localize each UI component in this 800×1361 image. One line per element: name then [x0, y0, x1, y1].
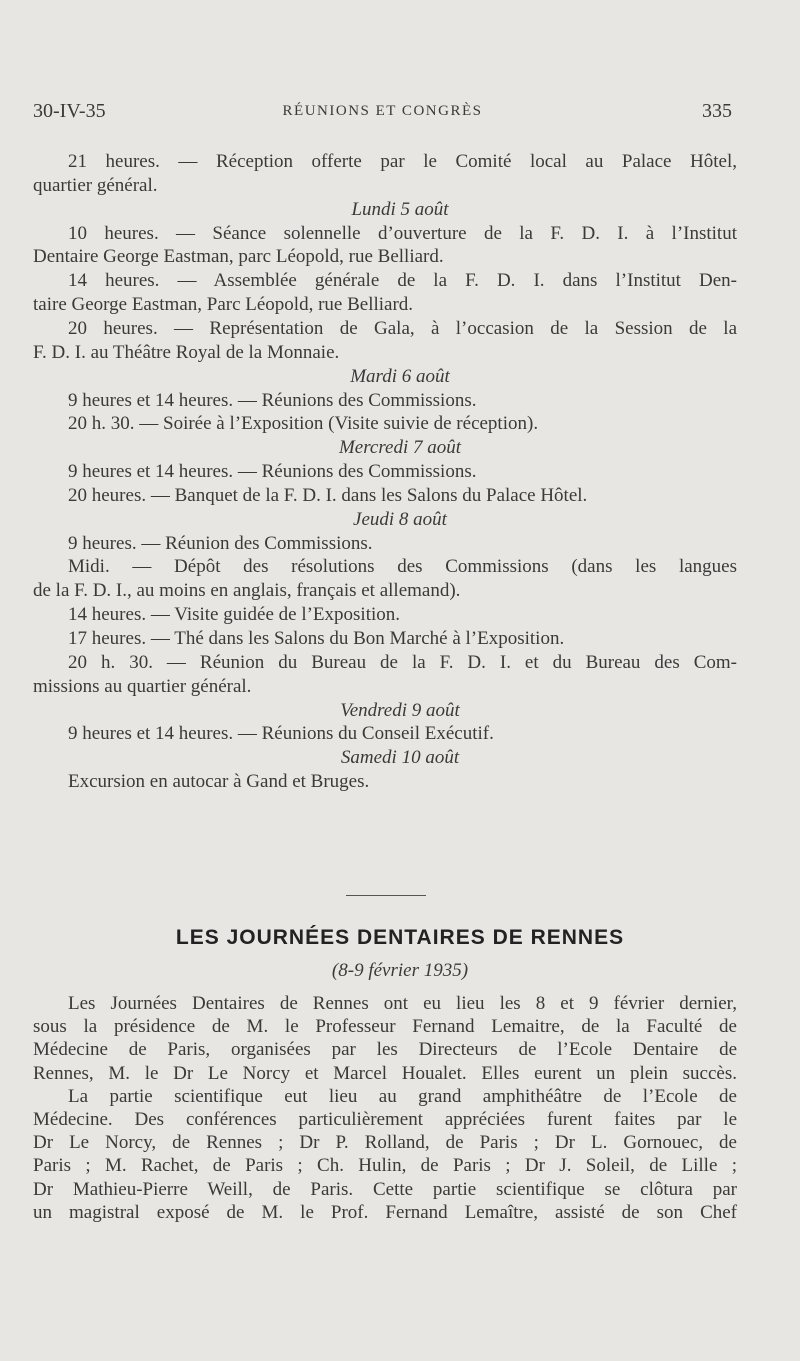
day-heading: Mercredi 7 août — [338, 437, 462, 459]
text-line: Dr Mathieu-Pierre Weill, de Paris. Cette partie scientifique se clôtura par — [33, 1178, 737, 1200]
day-heading: Samedi 10 août — [340, 747, 460, 769]
text-line: 9 heures. — Réunion des Commissions. — [68, 532, 373, 554]
text-line: Les Journées Dentaires de Rennes ont eu lieu les 8 et 9 février dernier, — [68, 993, 737, 1014]
text-line: Rennes, M. le Dr Le Norcy et Marcel Houalet. Elles eurent un plein succès. — [33, 1062, 737, 1084]
text-line: Dentaire George Eastman, parc Léopold, rue Belliard. — [33, 246, 444, 268]
text-line: de la F. D. I., au moins en anglais, français et allemand). — [33, 580, 461, 602]
text-line: Médecine de Paris, organisées par les Directeurs de l’Ecole Dentaire de — [33, 1039, 737, 1061]
text-line: 20 heures. — Représentation de Gala, à l’occasion de la Session de la — [68, 317, 737, 339]
text-line: Médecine. Des conférences particulièrement appréciées furent faites par le — [33, 1109, 737, 1130]
text-line: F. D. I. au Théâtre Royal de la Monnaie. — [33, 341, 340, 363]
text-line: Midi. — Dépôt des résolutions des Commissions (dans les langues — [68, 556, 737, 578]
running-header — [33, 100, 732, 130]
text-line: 14 heures. — Visite guidée de l’Exposition. — [68, 604, 401, 626]
text-line: taire George Eastman, Parc Léopold, rue Belliard. — [33, 294, 414, 316]
text-line: 20 heures. — Banquet de la F. D. I. dans les Salons du Palace Hôtel. — [68, 484, 588, 506]
header-date: 30-IV-35 — [33, 100, 106, 122]
text-line: sous la présidence de M. le Professeur Fernand Lemaitre, de la Faculté de — [33, 1016, 737, 1038]
text-line: 10 heures. — Séance solennelle d’ouverture de la F. D. I. à l’Institut — [68, 222, 737, 244]
day-heading: Vendredi 9 août — [340, 699, 460, 721]
page-number: 335 — [702, 100, 732, 122]
text-line: un magistral exposé de M. le Prof. Fernand Lemaître, assisté de son Chef — [33, 1201, 737, 1223]
text-line: 20 h. 30. — Réunion du Bureau de la F. D. I. et du Bureau des Com- — [68, 651, 737, 673]
text-line: 21 heures. — Réception offerte par le Comité local au Palace Hôtel, — [68, 151, 737, 172]
day-heading: Jeudi 8 août — [353, 508, 447, 530]
text-line: quartier général. — [33, 174, 158, 196]
text-line: Dr Le Norcy, de Rennes ; Dr P. Rolland, de Paris ; Dr L. Gornouec, de — [33, 1132, 737, 1154]
text-line: missions au quartier général. — [33, 675, 252, 697]
header-section-title: RÉUNIONS ET CONGRÈS — [282, 103, 483, 119]
text-line: Excursion en autocar à Gand et Bruges. — [68, 771, 370, 793]
day-heading: Mardi 6 août — [350, 365, 450, 387]
text-line: 14 heures. — Assemblée générale de la F. D. I. dans l’Institut Den- — [68, 270, 737, 292]
section-divider — [346, 895, 426, 896]
section-title: LES JOURNÉES DENTAIRES DE RENNES — [175, 926, 625, 949]
section-subtitle: (8-9 février 1935) — [331, 960, 469, 981]
text-line: 20 h. 30. — Soirée à l’Exposition (Visite suivie de réception). — [68, 413, 539, 435]
text-line: 9 heures et 14 heures. — Réunions des Commissions. — [68, 461, 477, 483]
text-line: 17 heures. — Thé dans les Salons du Bon Marché à l’Exposition. — [68, 628, 565, 649]
day-heading: Lundi 5 août — [351, 198, 449, 220]
text-line: Paris ; M. Rachet, de Paris ; Ch. Hulin, de Paris ; Dr J. Soleil, de Lille ; — [33, 1155, 737, 1177]
text-line: La partie scientifique eut lieu au grand amphithéâtre de l’Ecole de — [68, 1085, 737, 1107]
text-line: 9 heures et 14 heures. — Réunions du Conseil Exécutif. — [68, 723, 494, 745]
text-line: 9 heures et 14 heures. — Réunions des Commissions. — [68, 389, 477, 411]
